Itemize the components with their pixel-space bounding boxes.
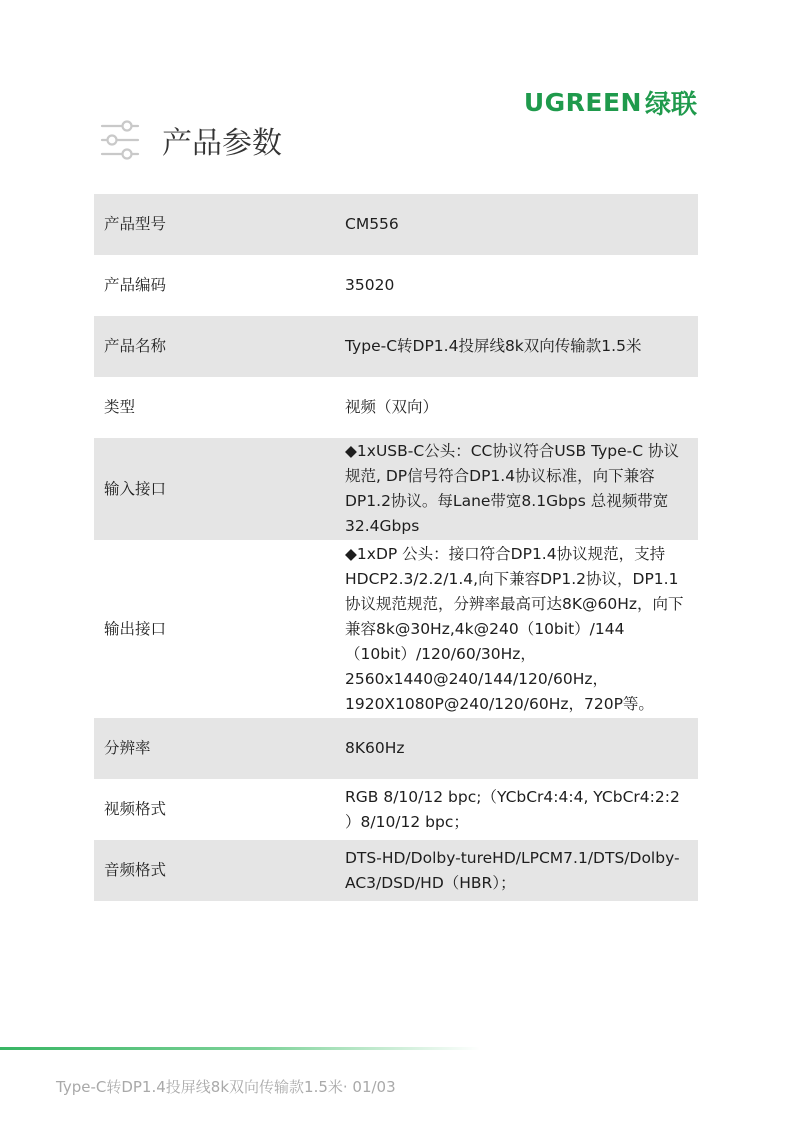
brand-name-cn: 绿联: [644, 90, 697, 120]
spec-value: CM556: [335, 194, 698, 255]
table-row: [94, 377, 698, 438]
sliders-icon: [100, 120, 140, 160]
table-row: [94, 438, 698, 540]
footer-text: Type-C转DP1.4投屏线8k双向传输款1.5米· 01/03: [56, 1078, 396, 1096]
spec-key: 类型: [104, 398, 136, 416]
spec-value: 视频（双向）: [345, 398, 439, 416]
table-row: [94, 779, 698, 840]
spec-value: 8K60Hz: [335, 718, 698, 779]
spec-value: 35020: [345, 276, 395, 294]
page-title: 产品参数: [162, 126, 282, 161]
spec-value: ◆1xUSB-C公头：CC协议符合USB Type-C 协议规范, DP信号符合DP1.4协议标准，向下兼容DP1.2协议。每Lane带宽8.1Gbps 总视频带宽32.4Gbps: [335, 438, 698, 540]
table-row: [94, 540, 698, 718]
table-row: [94, 255, 698, 316]
spec-key: 音频格式: [94, 840, 335, 901]
table-row: [94, 316, 698, 377]
spec-key: 视频格式: [104, 800, 167, 818]
table-row: [94, 840, 698, 901]
spec-key: 产品名称: [94, 316, 335, 377]
brand-name: UGREEN: [523, 88, 642, 117]
brand-logo: [524, 84, 697, 121]
spec-value: Type-C转DP1.4投屏线8k双向传输款1.5米: [335, 316, 698, 377]
table-row: [94, 194, 698, 255]
table-row: [94, 718, 698, 779]
spec-key: 输出接口: [104, 619, 167, 638]
spec-key: 分辨率: [94, 718, 335, 779]
spec-value: RGB 8/10/12 bpc;（YCbCr4:4:4, YCbCr4:2:2 ）8/10/12 bpc；: [345, 787, 680, 831]
spec-value: DTS-HD/Dolby-tureHD/LPCM7.1/DTS/Dolby-AC3/DSD/HD（HBR）；: [335, 840, 698, 901]
spec-table: [94, 194, 698, 901]
spec-key: 产品编码: [104, 276, 167, 294]
spec-key: 输入接口: [94, 438, 335, 540]
section-heading: [100, 118, 282, 162]
spec-key: 产品型号: [94, 194, 335, 255]
spec-value: ◆1xDP 公头：接口符合DP1.4协议规范，支持HDCP2.3/2.2/1.4,向下兼容DP1.2协议，DP1.1协议规范规范，分辨率最高可达8K@60Hz，向下兼容8k@30Hz,4k@240（10bit）/144（10bit）/120/60/30Hz，2560x1440@240/144/120/60Hz，1920X1080P@240/120/60Hz，720P等。: [345, 544, 684, 713]
footer-divider: [0, 1047, 480, 1050]
